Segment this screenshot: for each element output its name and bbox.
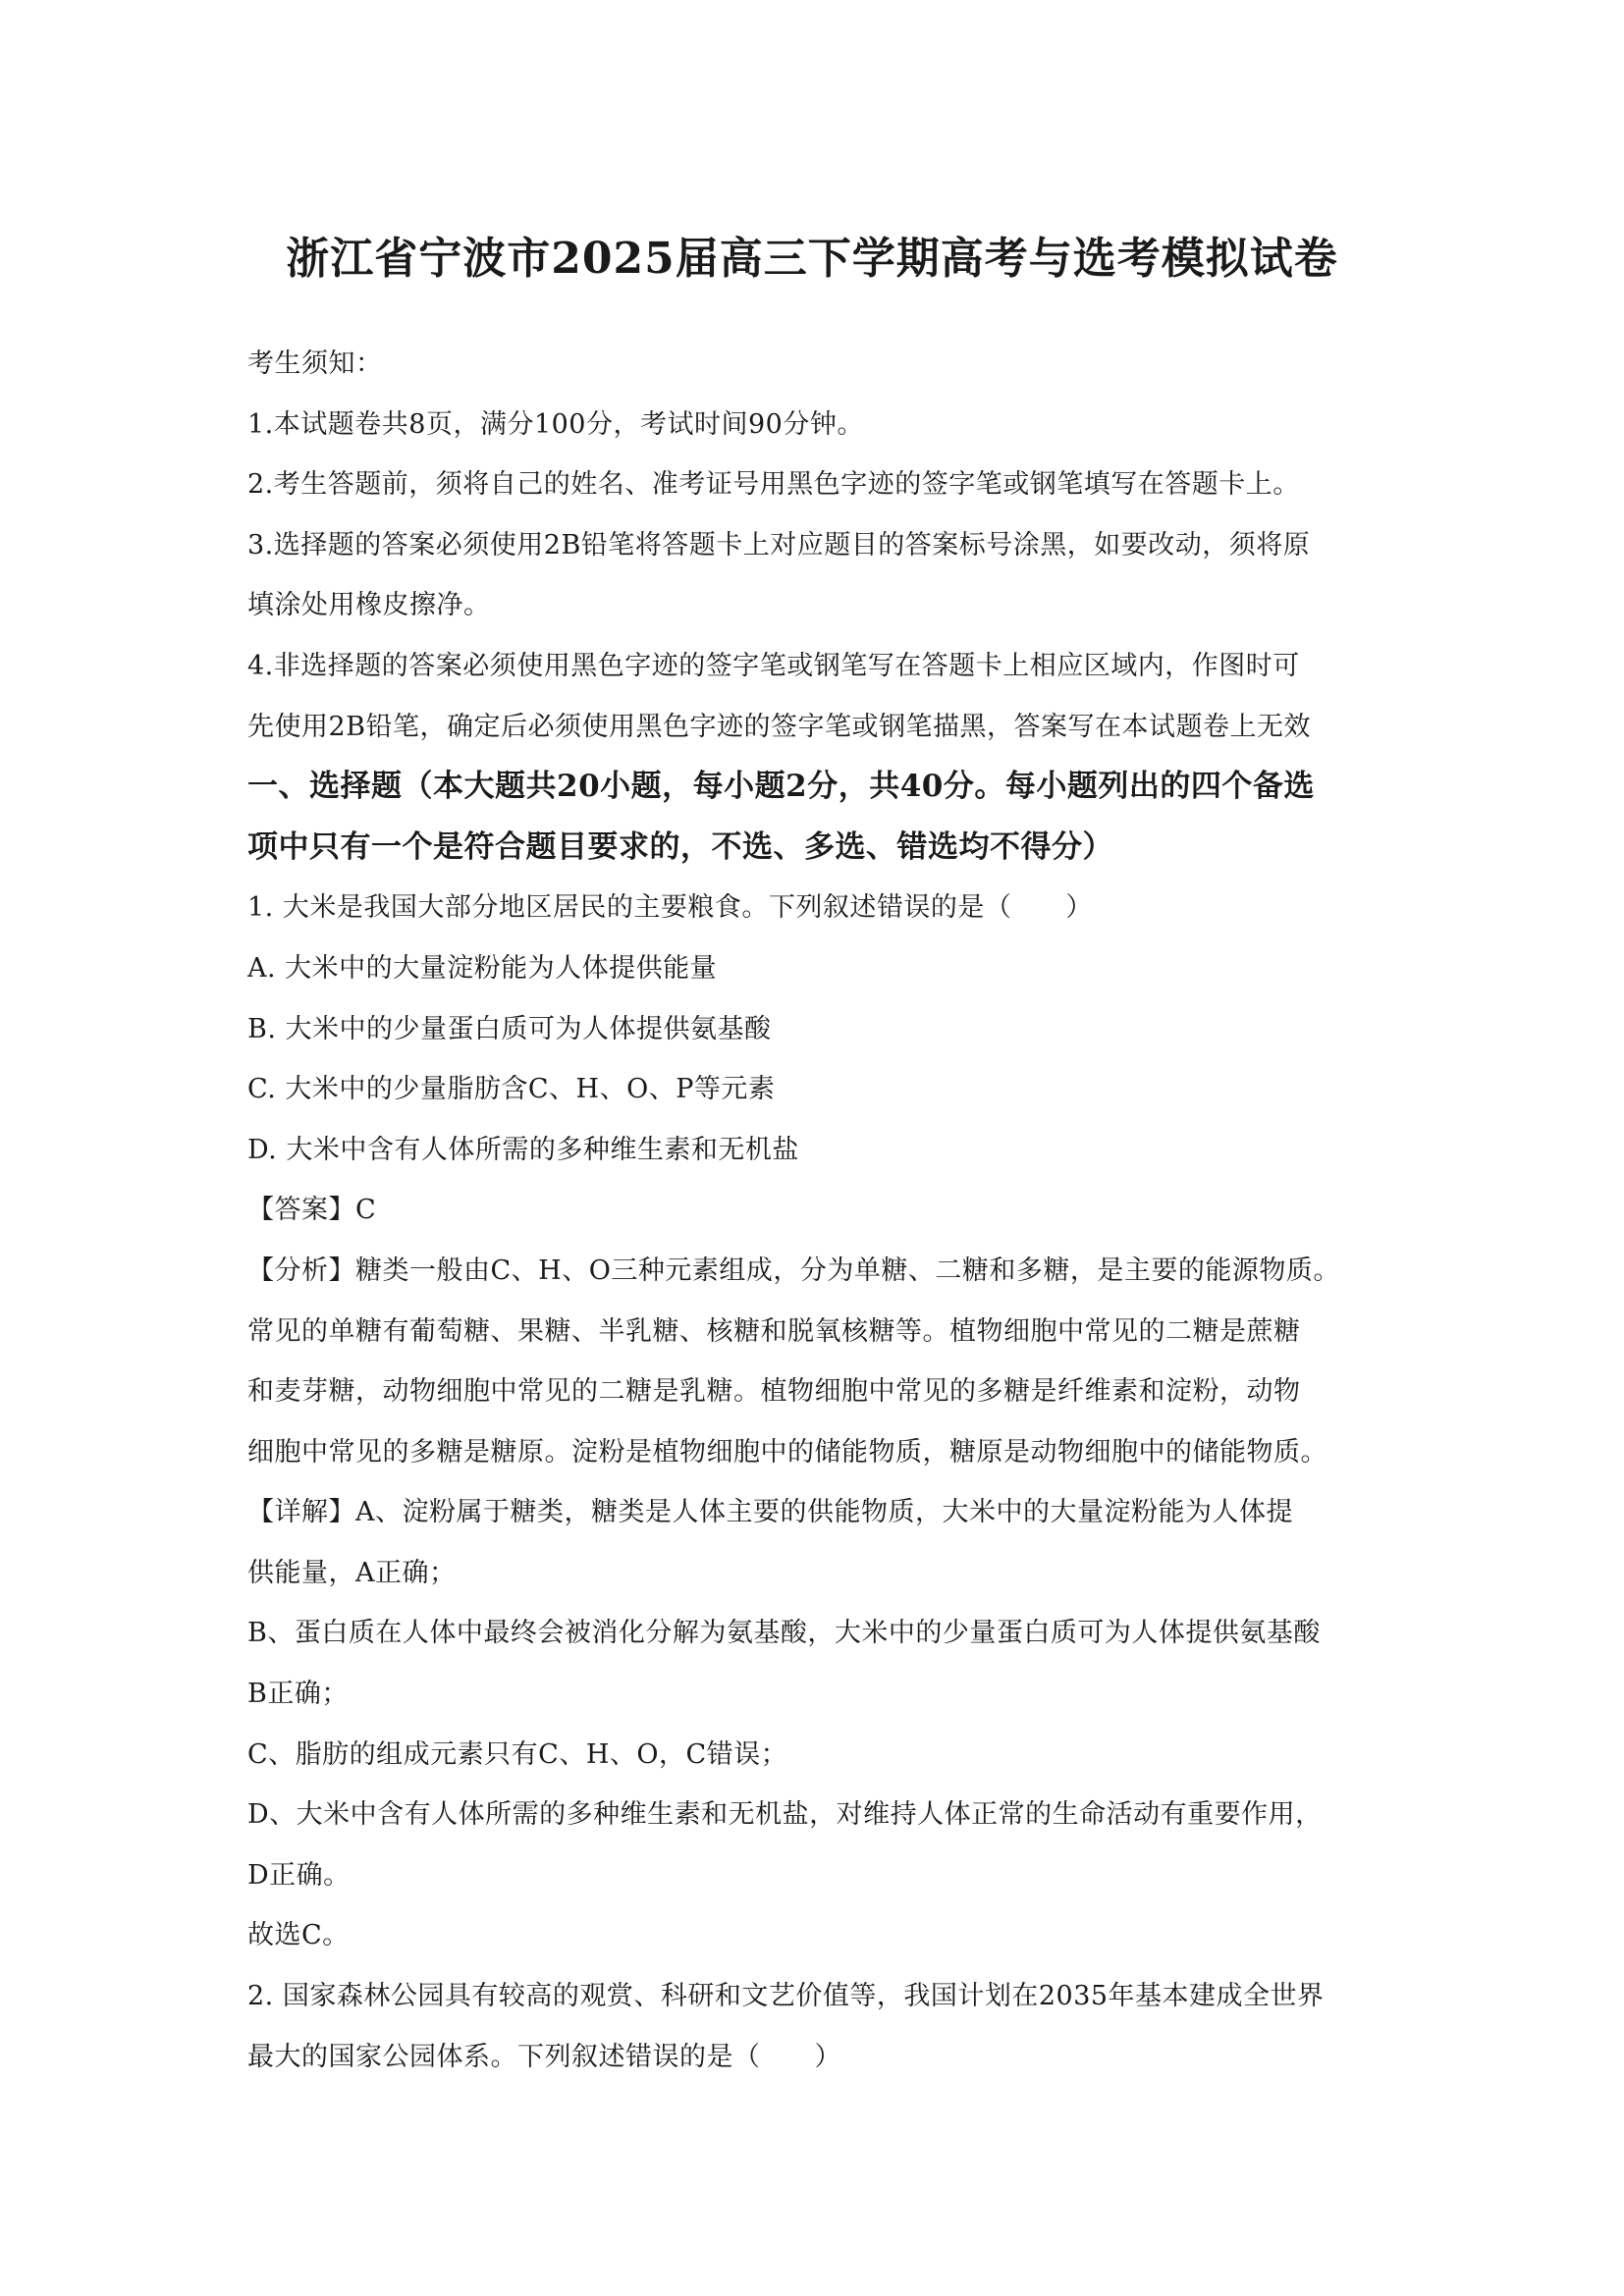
question-1-answer: 【答案】C — [247, 1195, 377, 1226]
notice-item-4-cont: 先使用2B铅笔，确定后必须使用黑色字迹的签字笔或钢笔描黑，答案写在本试题卷上无效 — [247, 711, 1312, 742]
document-body — [247, 334, 1396, 2087]
notice-item-2: 2.考生答题前，须将自己的姓名、准考证号用黑色字迹的签字笔或钢笔填写在答题卡上。 — [247, 469, 1300, 501]
section-heading-cont: 项中只有一个是符合题目要求的，不选、多选、错选均不得分） — [247, 828, 1113, 865]
analysis-line-4: 细胞中常见的多糖是糖原。淀粉是植物细胞中的储能物质，糖原是动物细胞中的储能物质。 — [247, 1436, 1327, 1468]
notice-item-1: 1.本试题卷共8页，满分100分，考试时间90分钟。 — [247, 408, 864, 440]
analysis-line-2: 常见的单糖有葡萄糖、果糖、半乳糖、核糖和脱氧核糖等。植物细胞中常见的二糖是蔗糖 — [247, 1315, 1301, 1347]
explanation-line-2: 供能量，A正确； — [247, 1557, 457, 1588]
explanation-line-1: 【详解】A、淀粉属于糖类，糖类是人体主要的供能物质，大米中的大量淀粉能为人体提 — [247, 1497, 1293, 1528]
section-heading: 一、选择题（本大题共20小题，每小题2分，共40分。每小题列出的四个备选 — [247, 769, 1315, 805]
analysis-line-3: 和麦芽糖，动物细胞中常见的二糖是乳糖。植物细胞中常见的多糖是纤维素和淀粉，动物 — [247, 1376, 1301, 1408]
analysis-line-1: 【分析】糖类一般由C、H、O三种元素组成，分为单糖、二糖和多糖，是主要的能源物质。 — [247, 1255, 1340, 1286]
question-1-option-b: B. 大米中的少量蛋白质可为人体提供氨基酸 — [247, 1013, 772, 1044]
explanation-line-5: C、脂肪的组成元素只有C、H、O，C错误； — [247, 1738, 788, 1770]
question-1-option-c: C. 大米中的少量脂肪含C、H、O、P等元素 — [247, 1074, 776, 1105]
explanation-line-6: D、大米中含有人体所需的多种维生素和无机盐，对维持人体正常的生命活动有重要作用， — [247, 1799, 1323, 1831]
page-title: 浙江省宁波市2025届高三下学期高考与选考模拟试卷 — [286, 234, 1338, 284]
question-2-stem-cont: 最大的国家公园体系。下列叙述错误的是（ ） — [247, 2041, 841, 2072]
explanation-line-3: B、蛋白质在人体中最终会被消化分解为氨基酸，大米中的少量蛋白质可为人体提供氨基酸 — [247, 1618, 1321, 1649]
explanation-line-7: D正确。 — [247, 1859, 351, 1891]
notice-item-4: 4.非选择题的答案必须使用黑色字迹的签字笔或钢笔写在答题卡上相应区域内，作图时可 — [247, 650, 1300, 681]
question-2-stem: 2. 国家森林公园具有较高的观赏、科研和文艺价值等，我国计划在2035年基本建成全世界 — [247, 1981, 1325, 2012]
notice-heading: 考生须知： — [247, 348, 383, 379]
question-1-stem: 1. 大米是我国大部分地区居民的主要粮食。下列叙述错误的是（ ） — [247, 892, 1093, 924]
question-1-option-d: D. 大米中含有人体所需的多种维生素和无机盐 — [247, 1134, 799, 1165]
question-1-conclusion: 故选C。 — [247, 1920, 350, 1951]
explanation-line-4: B正确； — [247, 1679, 349, 1710]
notice-item-3: 3.选择题的答案必须使用2B铅笔将答题卡上对应题目的答案标号涂黑，如要改动，须将原 — [247, 529, 1311, 561]
notice-item-3-cont: 填涂处用橡皮擦净。 — [247, 590, 491, 621]
question-1-option-a: A. 大米中的大量淀粉能为人体提供能量 — [247, 952, 718, 984]
